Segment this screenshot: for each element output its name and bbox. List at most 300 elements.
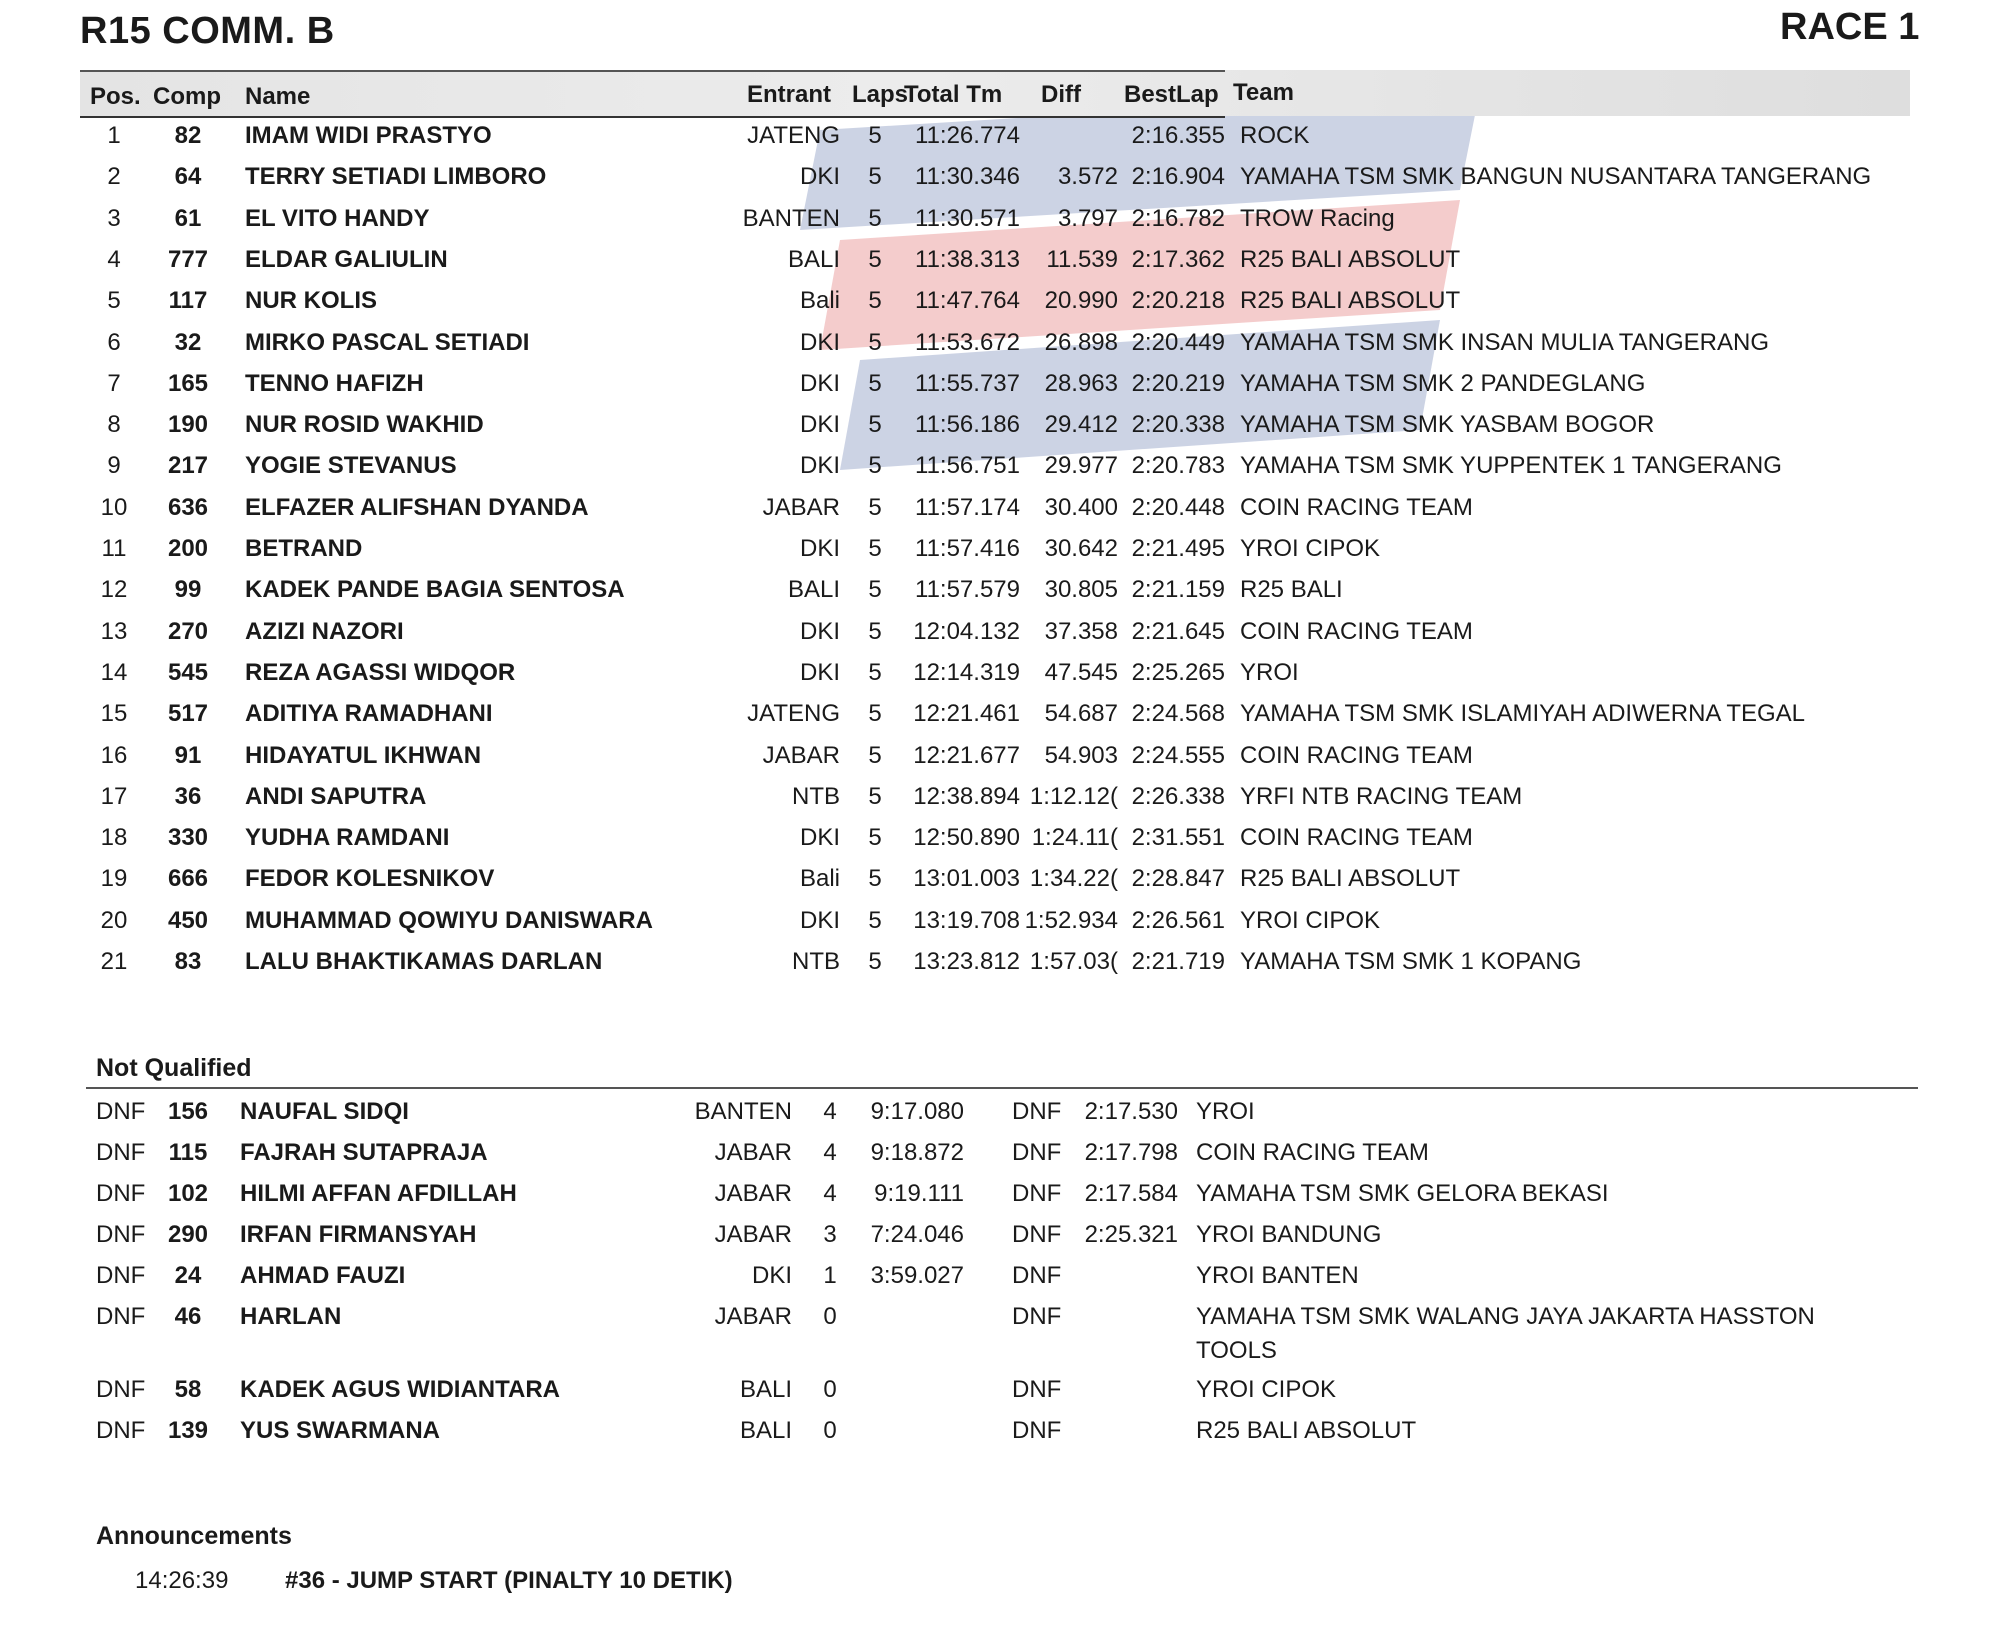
cell-team: YAMAHA TSM SMK INSAN MULIA TANGERANG (1240, 328, 1769, 356)
cell-comp: 82 (174, 122, 202, 149)
cell-total: 12:21.677 (913, 741, 1020, 769)
cell-entrant: NTB (792, 782, 840, 810)
cell-bestlap: 2:16.904 (1131, 163, 1225, 191)
cell-total: 11:53.672 (915, 328, 1020, 356)
dnf-row (0, 1375, 2000, 1416)
cell-bestlap: 2:20.448 (1131, 493, 1225, 521)
table-row (0, 699, 2000, 740)
cell-total: 13:23.812 (913, 948, 1020, 975)
cell-diff: 1:24.11( (1031, 824, 1118, 852)
cell-name: ANDI SAPUTRA (245, 782, 427, 810)
col-name: Name (245, 83, 311, 110)
cell-team: R25 BALI ABSOLUT (1196, 1417, 1417, 1444)
cell-bestlap: 2:17.530 (1084, 1098, 1178, 1125)
cell-comp: 115 (168, 1139, 208, 1166)
cell-diff: 29.977 (1044, 452, 1118, 480)
cell-pos: 3 (107, 204, 121, 232)
cell-team: YROI (1196, 1098, 1255, 1125)
cell-comp: 83 (174, 948, 202, 975)
table-row (0, 575, 2000, 616)
cell-team: YAMAHA TSM SMK ISLAMIYAH ADIWERNA TEGAL (1240, 700, 1806, 728)
cell-comp: 156 (167, 1098, 209, 1125)
cell-entrant: DKI (799, 452, 840, 480)
cell-team: R25 BALI ABSOLUT (1240, 245, 1461, 273)
cell-bestlap: 2:25.265 (1131, 658, 1225, 686)
cell-team: YAMAHA TSM SMK YUPPENTEK 1 TANGERANG (1240, 452, 1782, 480)
table-row (0, 328, 2000, 369)
cell-diff: DNF (1012, 1139, 1062, 1166)
cell-comp: 545 (167, 658, 209, 686)
table-row (0, 493, 2000, 534)
cell-comp: 91 (174, 741, 202, 769)
table-row (0, 658, 2000, 699)
cell-team: COIN RACING TEAM (1240, 493, 1473, 521)
cell-comp: 46 (174, 1303, 202, 1330)
cell-entrant: DKI (799, 906, 840, 934)
cell-comp: 777 (167, 245, 209, 273)
table-row (0, 823, 2000, 864)
cell-bestlap: 2:25.321 (1084, 1221, 1178, 1248)
cell-laps: 5 (868, 865, 882, 893)
cell-total: 9:19.111 (874, 1180, 964, 1207)
cell-pos: DNF (96, 1221, 146, 1248)
cell-name: IMAM WIDI PRASTYO (245, 122, 492, 149)
announcements-title: Announcements (96, 1522, 292, 1550)
col-entrant: Entrant (747, 81, 831, 108)
cell-pos: 1 (107, 122, 121, 149)
cell-diff: 3.572 (1057, 163, 1118, 191)
cell-diff: 29.412 (1044, 411, 1118, 439)
cell-laps: 5 (868, 287, 882, 315)
cell-comp: 270 (167, 617, 209, 645)
cell-team: YAMAHA TSM SMK BANGUN NUSANTARA TANGERANG (1240, 163, 1872, 191)
cell-comp: 117 (168, 287, 208, 315)
cell-entrant: BANTEN (694, 1098, 792, 1125)
cell-comp: 64 (174, 163, 202, 191)
cell-entrant: DKI (799, 617, 840, 645)
cell-diff: DNF (1012, 1098, 1062, 1125)
dnf-row (0, 1138, 2000, 1179)
table-row (0, 451, 2000, 492)
cell-pos: 6 (107, 328, 121, 356)
table-row (0, 204, 2000, 245)
table-row (0, 121, 2000, 162)
dnf-row (0, 1097, 2000, 1138)
cell-name: HILMI AFFAN AFDILLAH (240, 1180, 517, 1207)
cell-comp: 36 (174, 782, 202, 810)
cell-entrant: BANTEN (742, 204, 840, 232)
cell-laps: 0 (823, 1417, 837, 1444)
cell-diff: DNF (1012, 1221, 1062, 1248)
cell-team: YAMAHA TSM SMK 2 PANDEGLANG (1240, 369, 1646, 397)
cell-team: COIN RACING TEAM (1240, 741, 1473, 769)
col-total: Total Tm (904, 81, 1003, 108)
cell-laps: 5 (868, 741, 882, 769)
table-row (0, 906, 2000, 947)
cell-total: 11:38.313 (915, 245, 1020, 273)
cell-comp: 330 (167, 824, 209, 852)
table-row (0, 782, 2000, 823)
cell-team: R25 BALI (1240, 576, 1343, 604)
cell-pos: 9 (107, 452, 121, 480)
cell-team: R25 BALI ABSOLUT (1240, 287, 1461, 315)
cell-name: NAUFAL SIDQI (240, 1098, 409, 1125)
cell-name: HARLAN (240, 1303, 342, 1330)
cell-diff: 54.687 (1044, 700, 1118, 728)
cell-comp: 24 (174, 1262, 202, 1289)
cell-diff: 1:52.934 (1024, 906, 1118, 934)
cell-laps: 4 (823, 1139, 837, 1166)
cell-bestlap: 2:20.783 (1131, 452, 1225, 480)
cell-entrant: JABAR (714, 1303, 792, 1330)
cell-team: YROI CIPOK (1240, 906, 1381, 934)
cell-entrant: DKI (799, 163, 840, 191)
cell-pos: DNF (96, 1139, 146, 1166)
table-row (0, 286, 2000, 327)
cell-name: HIDAYATUL IKHWAN (245, 741, 482, 769)
cell-pos: 8 (107, 411, 121, 439)
col-laps: Laps (852, 81, 909, 108)
cell-pos: 14 (100, 658, 128, 686)
cell-name: REZA AGASSI WIDQOR (245, 658, 516, 686)
cell-comp: 32 (174, 328, 202, 356)
cell-total: 9:18.872 (870, 1139, 964, 1166)
cell-bestlap: 2:24.555 (1131, 741, 1225, 769)
cell-total: 11:30.346 (915, 163, 1020, 191)
table-row (0, 864, 2000, 905)
not-qualified-rule (86, 1087, 1918, 1089)
cell-team: YROI BANDUNG (1196, 1221, 1382, 1248)
cell-total: 11:30.571 (915, 204, 1020, 232)
cell-entrant: DKI (799, 369, 840, 397)
cell-team: R25 BALI ABSOLUT (1240, 865, 1461, 893)
cell-name: YOGIE STEVANUS (245, 452, 457, 480)
table-row (0, 947, 2000, 988)
cell-entrant: BALI (787, 576, 840, 604)
cell-name: TERRY SETIADI LIMBORO (245, 163, 547, 191)
cell-diff: 1:57.03( (1029, 948, 1118, 975)
cell-name: TENNO HAFIZH (245, 369, 424, 397)
cell-name: FAJRAH SUTAPRAJA (240, 1139, 488, 1166)
table-row (0, 162, 2000, 203)
cell-diff: DNF (1012, 1417, 1062, 1444)
header-bottom-rule (80, 116, 1225, 118)
cell-total: 11:55.737 (915, 369, 1020, 397)
cell-bestlap: 2:20.219 (1131, 369, 1225, 397)
cell-team-continued: TOOLS (1196, 1337, 1277, 1364)
cell-diff: DNF (1012, 1262, 1062, 1289)
cell-total: 11:56.186 (915, 411, 1020, 439)
table-row (0, 369, 2000, 410)
col-team: Team (1233, 79, 1294, 106)
cell-team: YROI CIPOK (1196, 1376, 1337, 1403)
cell-pos: DNF (96, 1180, 146, 1207)
cell-name: MIRKO PASCAL SETIADI (245, 328, 530, 356)
cell-name: ELDAR GALIULIN (245, 245, 448, 273)
announcement-time: 14:26:39 (135, 1567, 229, 1594)
col-bestlap: BestLap (1124, 81, 1219, 108)
cell-entrant: DKI (799, 824, 840, 852)
cell-entrant: JABAR (762, 741, 840, 769)
cell-team: COIN RACING TEAM (1240, 617, 1473, 645)
cell-entrant: DKI (799, 658, 840, 686)
cell-total: 12:50.890 (913, 824, 1020, 852)
cell-laps: 1 (823, 1262, 837, 1289)
cell-comp: 165 (167, 369, 209, 397)
cell-laps: 5 (868, 824, 882, 852)
cell-pos: 17 (100, 782, 128, 810)
cell-diff: 1:34.22( (1029, 865, 1118, 893)
cell-name: NUR KOLIS (245, 287, 377, 315)
dnf-row (0, 1179, 2000, 1220)
cell-comp: 58 (174, 1376, 202, 1403)
cell-laps: 0 (823, 1303, 837, 1330)
cell-pos: 11 (101, 535, 127, 562)
cell-team: YRFI NTB RACING TEAM (1240, 782, 1523, 810)
cell-total: 11:47.764 (915, 287, 1020, 315)
cell-total: 11:56.751 (915, 452, 1020, 480)
cell-entrant: Bali (799, 865, 840, 893)
cell-bestlap: 2:17.362 (1131, 245, 1225, 273)
cell-laps: 5 (868, 122, 882, 149)
cell-pos: 16 (100, 741, 128, 769)
cell-team: YAMAHA TSM SMK GELORA BEKASI (1196, 1180, 1609, 1207)
cell-pos: DNF (96, 1098, 146, 1125)
cell-laps: 4 (823, 1098, 837, 1125)
cell-entrant: BALI (739, 1417, 792, 1444)
cell-diff: 30.400 (1044, 493, 1118, 521)
cell-name: KADEK AGUS WIDIANTARA (240, 1376, 560, 1403)
cell-name: IRFAN FIRMANSYAH (240, 1221, 477, 1248)
cell-pos: 19 (100, 865, 128, 893)
race-label: RACE 1 (1780, 6, 1920, 48)
cell-diff: 28.963 (1044, 369, 1118, 397)
cell-name: ELFAZER ALIFSHAN DYANDA (245, 493, 589, 521)
cell-entrant: JABAR (762, 493, 840, 521)
cell-laps: 5 (868, 617, 882, 645)
cell-pos: DNF (96, 1262, 146, 1289)
cell-comp: 517 (167, 700, 209, 728)
cell-laps: 5 (868, 411, 882, 439)
cell-comp: 217 (167, 452, 209, 480)
page-title: R15 COMM. B (80, 10, 335, 52)
cell-diff: 30.805 (1044, 576, 1118, 604)
cell-pos: 13 (100, 617, 128, 645)
cell-entrant: BALI (739, 1376, 792, 1403)
cell-bestlap: 2:21.719 (1131, 948, 1225, 975)
dnf-row (0, 1220, 2000, 1261)
cell-laps: 5 (868, 700, 882, 728)
cell-entrant: DKI (799, 535, 840, 562)
cell-laps: 0 (823, 1376, 837, 1403)
cell-entrant: NTB (792, 948, 840, 975)
cell-total: 12:21.461 (913, 700, 1020, 728)
cell-comp: 139 (167, 1417, 209, 1444)
cell-total: 7:24.046 (870, 1221, 964, 1248)
cell-comp: 190 (167, 411, 209, 439)
cell-laps: 5 (868, 535, 882, 562)
cell-comp: 666 (167, 865, 209, 893)
header-top-rule (80, 70, 1225, 72)
cell-entrant: BALI (787, 245, 840, 273)
cell-total: 11:57.579 (915, 576, 1020, 604)
cell-bestlap: 2:21.645 (1131, 617, 1225, 645)
cell-name: YUDHA RAMDANI (245, 824, 450, 852)
cell-name: BETRAND (245, 535, 363, 562)
col-diff: Diff (1041, 81, 1081, 108)
dnf-row (0, 1416, 2000, 1457)
cell-diff: 26.898 (1044, 328, 1118, 356)
cell-entrant: JATENG (747, 700, 840, 728)
cell-laps: 5 (868, 948, 882, 975)
cell-team: YROI BANTEN (1196, 1262, 1359, 1289)
cell-comp: 61 (174, 204, 202, 232)
cell-bestlap: 2:21.159 (1131, 576, 1225, 604)
cell-total: 11:57.174 (915, 493, 1020, 521)
col-comp: Comp (153, 83, 221, 110)
cell-laps: 5 (868, 906, 882, 934)
cell-name: ADITIYA RAMADHANI (245, 700, 493, 728)
cell-pos: 4 (107, 245, 121, 273)
cell-diff: 37.358 (1044, 617, 1118, 645)
cell-pos: 2 (107, 163, 121, 191)
cell-team: YAMAHA TSM SMK WALANG JAYA JAKARTA HASSTON (1196, 1303, 1815, 1330)
cell-team: COIN RACING TEAM (1240, 824, 1473, 852)
cell-name: EL VITO HANDY (245, 204, 430, 232)
cell-entrant: JATENG (747, 122, 840, 149)
table-row (0, 410, 2000, 451)
cell-team: YROI (1240, 658, 1299, 686)
cell-diff: 20.990 (1044, 287, 1118, 315)
cell-diff: 30.642 (1044, 535, 1118, 562)
cell-laps: 5 (868, 493, 882, 521)
cell-comp: 450 (167, 906, 209, 934)
cell-diff: DNF (1012, 1303, 1062, 1330)
cell-bestlap: 2:17.584 (1084, 1180, 1178, 1207)
cell-name: MUHAMMAD QOWIYU DANISWARA (245, 906, 653, 934)
cell-bestlap: 2:21.495 (1131, 535, 1225, 562)
cell-bestlap: 2:24.568 (1131, 700, 1225, 728)
cell-name: NUR ROSID WAKHID (245, 411, 484, 439)
cell-total: 12:14.319 (913, 658, 1020, 686)
cell-team: ROCK (1240, 122, 1310, 149)
cell-comp: 200 (167, 535, 209, 562)
cell-laps: 3 (823, 1221, 837, 1248)
cell-laps: 5 (868, 576, 882, 604)
cell-laps: 5 (868, 782, 882, 810)
cell-name: FEDOR KOLESNIKOV (245, 865, 495, 893)
cell-team: YAMAHA TSM SMK 1 KOPANG (1240, 948, 1582, 975)
cell-pos: 21 (100, 948, 128, 975)
cell-name: AZIZI NAZORI (245, 617, 404, 645)
cell-bestlap: 2:17.798 (1084, 1139, 1178, 1166)
cell-total: 13:19.708 (913, 906, 1020, 934)
cell-pos: 7 (107, 369, 121, 397)
cell-bestlap: 2:16.355 (1131, 122, 1225, 149)
announcement-text: #36 - JUMP START (PINALTY 10 DETIK) (285, 1567, 733, 1594)
cell-comp: 636 (167, 493, 209, 521)
cell-pos: 12 (100, 576, 128, 604)
cell-comp: 99 (174, 576, 202, 604)
cell-bestlap: 2:20.218 (1131, 287, 1225, 315)
cell-name: YUS SWARMANA (240, 1417, 441, 1444)
cell-laps: 5 (868, 452, 882, 480)
cell-diff: 3.797 (1057, 204, 1118, 232)
cell-pos: 15 (100, 700, 128, 728)
col-pos: Pos. (90, 83, 141, 110)
cell-name: KADEK PANDE BAGIA SENTOSA (245, 576, 625, 604)
cell-total: 12:04.132 (913, 617, 1020, 645)
cell-diff: 1:12.12( (1029, 782, 1118, 810)
not-qualified-title: Not Qualified (96, 1054, 252, 1082)
cell-comp: 290 (167, 1221, 209, 1248)
cell-laps: 5 (868, 658, 882, 686)
cell-pos: DNF (96, 1376, 146, 1403)
cell-entrant: DKI (799, 328, 840, 356)
cell-total: 12:38.894 (913, 782, 1020, 810)
cell-team: TROW Racing (1240, 204, 1395, 232)
dnf-row (0, 1261, 2000, 1302)
cell-team: COIN RACING TEAM (1196, 1139, 1429, 1166)
cell-pos: 18 (100, 824, 128, 852)
cell-diff: 54.903 (1044, 741, 1118, 769)
cell-total: 9:17.080 (870, 1098, 964, 1125)
cell-total: 11:57.416 (915, 535, 1020, 562)
cell-diff: 47.545 (1044, 658, 1118, 686)
cell-diff: 11.539 (1046, 245, 1118, 273)
cell-diff: DNF (1012, 1376, 1062, 1403)
cell-diff: DNF (1012, 1180, 1062, 1207)
cell-entrant: JABAR (714, 1139, 792, 1166)
cell-pos: DNF (96, 1417, 146, 1444)
cell-total: 3:59.027 (870, 1262, 964, 1289)
cell-bestlap: 2:26.338 (1131, 782, 1225, 810)
table-row (0, 741, 2000, 782)
dnf-row (0, 1302, 2000, 1364)
table-row (0, 617, 2000, 658)
cell-pos: 20 (100, 906, 128, 934)
cell-comp: 102 (167, 1180, 209, 1207)
cell-pos: 5 (107, 287, 121, 315)
cell-laps: 5 (868, 204, 882, 232)
cell-entrant: JABAR (714, 1180, 792, 1207)
cell-bestlap: 2:28.847 (1131, 865, 1225, 893)
cell-bestlap: 2:20.449 (1131, 328, 1225, 356)
cell-bestlap: 2:16.782 (1131, 204, 1225, 232)
cell-name: AHMAD FAUZI (240, 1262, 406, 1289)
cell-pos: 10 (100, 493, 128, 521)
cell-entrant: DKI (751, 1262, 792, 1289)
cell-bestlap: 2:20.338 (1131, 411, 1225, 439)
cell-bestlap: 2:31.551 (1131, 824, 1225, 852)
cell-entrant: JABAR (714, 1221, 792, 1248)
table-row (0, 534, 2000, 575)
cell-laps: 4 (823, 1180, 837, 1207)
cell-laps: 5 (868, 163, 882, 191)
cell-entrant: Bali (799, 287, 840, 315)
cell-bestlap: 2:26.561 (1131, 906, 1225, 934)
cell-laps: 5 (868, 369, 882, 397)
table-row (0, 245, 2000, 286)
cell-pos: DNF (96, 1303, 146, 1330)
cell-laps: 5 (868, 245, 882, 273)
cell-team: YROI CIPOK (1240, 535, 1381, 562)
cell-total: 11:26.774 (915, 122, 1020, 149)
cell-name: LALU BHAKTIKAMAS DARLAN (245, 948, 603, 975)
cell-entrant: DKI (799, 411, 840, 439)
cell-laps: 5 (868, 328, 882, 356)
cell-team: YAMAHA TSM SMK YASBAM BOGOR (1240, 411, 1655, 439)
